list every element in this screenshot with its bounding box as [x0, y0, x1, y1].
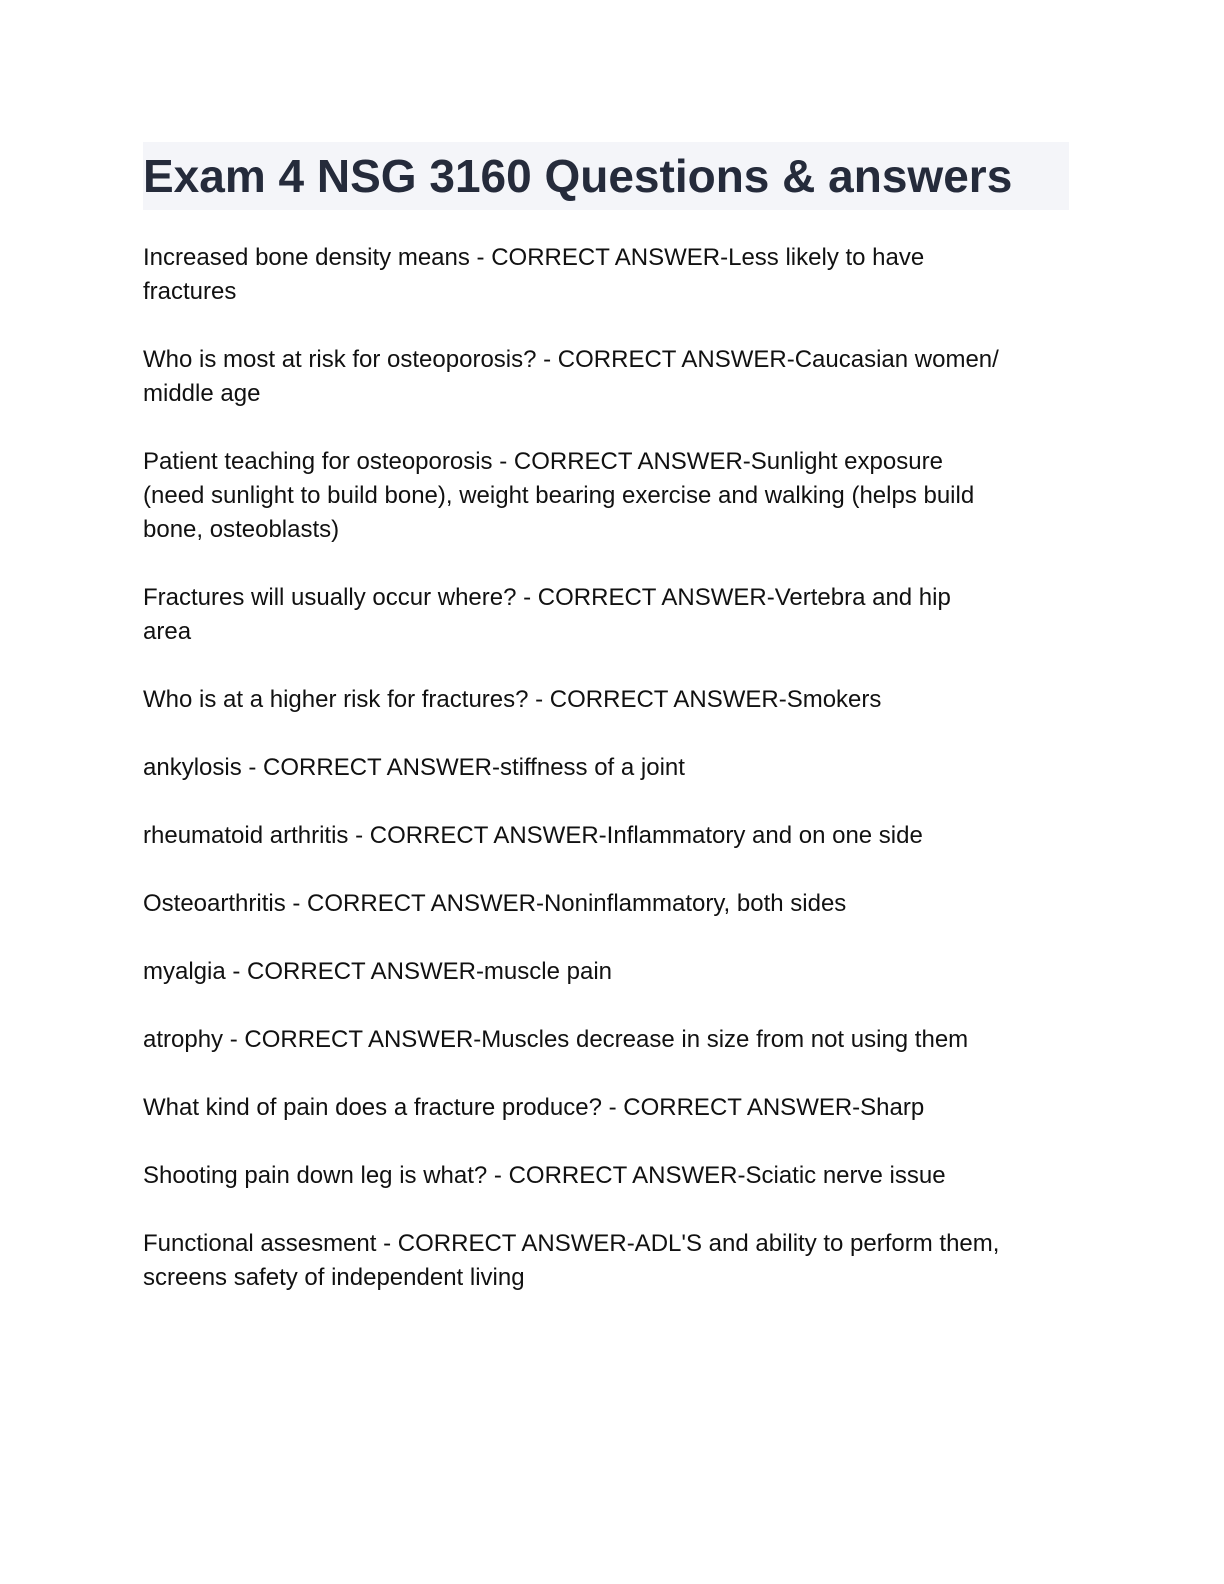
qa-item — [143, 1227, 1069, 1295]
qa-item — [143, 581, 1069, 649]
qa-item — [143, 683, 1069, 717]
qa-line: fractures — [143, 278, 237, 305]
qa-item — [143, 1159, 1069, 1193]
qa-line: Fractures will usually occur where? - CORRECT ANSWER-Vertebra and hip — [143, 584, 951, 611]
qa-line: screens safety of independent living — [143, 1264, 525, 1291]
qa-line: Osteoarthritis - CORRECT ANSWER-Noninflammatory, both sides — [143, 890, 847, 917]
page-title: Exam 4 NSG 3160 Questions & answers — [143, 150, 1013, 202]
qa-item — [143, 751, 1069, 785]
qa-line: Who is most at risk for osteoporosis? - CORRECT ANSWER-Caucasian women/ — [143, 346, 999, 373]
qa-line: Shooting pain down leg is what? - CORRECT ANSWER-Sciatic nerve issue — [143, 1162, 946, 1189]
qa-item — [143, 1091, 1069, 1125]
qa-line: bone, osteoblasts) — [143, 516, 340, 543]
qa-item — [143, 887, 1069, 921]
qa-line: atrophy - CORRECT ANSWER-Muscles decrease in size from not using them — [143, 1026, 969, 1053]
qa-line: What kind of pain does a fracture produce? - CORRECT ANSWER-Sharp — [143, 1094, 925, 1121]
qa-item — [143, 343, 1069, 411]
qa-line: Increased bone density means - CORRECT ANSWER-Less likely to have — [143, 244, 925, 271]
qa-line: (need sunlight to build bone), weight bearing exercise and walking (helps build — [143, 482, 975, 509]
qa-line: myalgia - CORRECT ANSWER-muscle pain — [143, 958, 612, 985]
qa-line: Who is at a higher risk for fractures? - CORRECT ANSWER-Smokers — [143, 686, 882, 713]
qa-line: Functional assesment - CORRECT ANSWER-ADL'S and ability to perform them, — [143, 1230, 1000, 1257]
qa-list — [143, 241, 1069, 1295]
qa-line: Patient teaching for osteoporosis - CORRECT ANSWER-Sunlight exposure — [143, 448, 943, 475]
qa-item — [143, 241, 1069, 309]
qa-item — [143, 955, 1069, 989]
qa-item — [143, 445, 1069, 547]
qa-line: rheumatoid arthritis - CORRECT ANSWER-Inflammatory and on one side — [143, 822, 923, 849]
qa-item — [143, 819, 1069, 853]
title-banner — [143, 142, 1069, 210]
qa-line: area — [143, 618, 192, 645]
document-page — [143, 142, 1069, 1329]
qa-line: ankylosis - CORRECT ANSWER-stiffness of a joint — [143, 754, 685, 781]
qa-item — [143, 1023, 1069, 1057]
qa-line: middle age — [143, 380, 261, 407]
